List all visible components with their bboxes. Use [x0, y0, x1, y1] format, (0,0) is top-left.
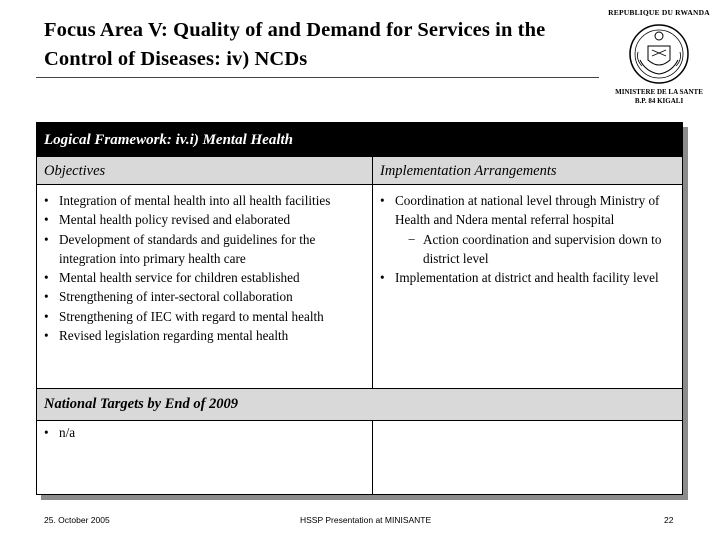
logo-address: B.P. 84 KIGALI	[634, 97, 684, 105]
list-item	[44, 191, 364, 210]
national-targets-header: National Targets by End of 2009	[37, 388, 682, 421]
objectives-header: Objectives	[37, 157, 373, 185]
logo-ministry: MINISTERE DE LA SANTE	[615, 88, 703, 96]
logical-framework-table	[36, 122, 683, 495]
objective-text: Integration of mental health into all health facilities	[59, 193, 331, 208]
logo-country: REPUBLIQUE DU RWANDA	[608, 8, 710, 17]
list-item	[44, 326, 364, 345]
target-text: n/a	[59, 425, 76, 440]
footer-presentation: HSSP Presentation at MINISANTE	[300, 515, 432, 525]
dash-icon: −	[408, 231, 416, 247]
objective-text: Mental health policy revised and elaborated	[59, 212, 291, 228]
implementation-text: Coordination at national level through Ministry of Health and Ndera mental referral hospital	[395, 193, 660, 228]
bullet-icon: •	[44, 328, 49, 344]
bullet-icon: •	[44, 193, 49, 208]
objective-text: Strengthening of IEC with regard to mental health	[59, 308, 324, 324]
implementation-text: Implementation at district and health facility level	[395, 270, 659, 286]
title-divider	[36, 77, 599, 78]
footer-date: 25. October 2005	[44, 515, 110, 525]
implementation-header: Implementation Arrangements	[373, 157, 682, 185]
bullet-icon: •	[44, 212, 49, 228]
bullet-icon: •	[380, 270, 385, 286]
list-item	[44, 210, 364, 229]
bullet-icon: •	[44, 231, 49, 247]
column-divider	[372, 185, 373, 388]
bullet-icon: •	[44, 289, 49, 305]
list-item	[44, 230, 364, 269]
sub-list-item	[380, 230, 676, 269]
list-item	[44, 287, 364, 306]
bullet-icon: •	[44, 270, 49, 286]
objective-text: Strengthening of inter-sectoral collaboration	[59, 289, 293, 305]
page-title: Focus Area V: Quality of and Demand for Services in the Control of Diseases: iv) NCDs	[44, 19, 546, 70]
bullet-icon: •	[44, 308, 49, 324]
list-item	[44, 268, 364, 287]
targets-list	[44, 423, 344, 442]
objectives-list	[44, 191, 364, 345]
ministry-logo	[604, 8, 714, 108]
list-item	[44, 307, 364, 326]
footer-page-number: 22	[664, 515, 674, 525]
implementation-list	[380, 191, 676, 287]
objective-text: Revised legislation regarding mental health	[59, 328, 289, 344]
implementation-subtext: Action coordination and supervision down to district level	[423, 231, 662, 266]
objective-text: Mental health service for children established	[59, 270, 300, 286]
list-item	[44, 423, 344, 442]
list-item	[380, 268, 676, 287]
bullet-icon: •	[44, 425, 49, 440]
column-divider	[372, 421, 373, 494]
framework-header: Logical Framework: iv.i) Mental Health	[37, 123, 682, 157]
objective-text: Development of standards and guidelines for the integration into primary health care	[59, 231, 316, 266]
list-item	[380, 191, 676, 230]
bullet-icon: •	[380, 193, 385, 208]
seal-icon	[626, 22, 692, 86]
